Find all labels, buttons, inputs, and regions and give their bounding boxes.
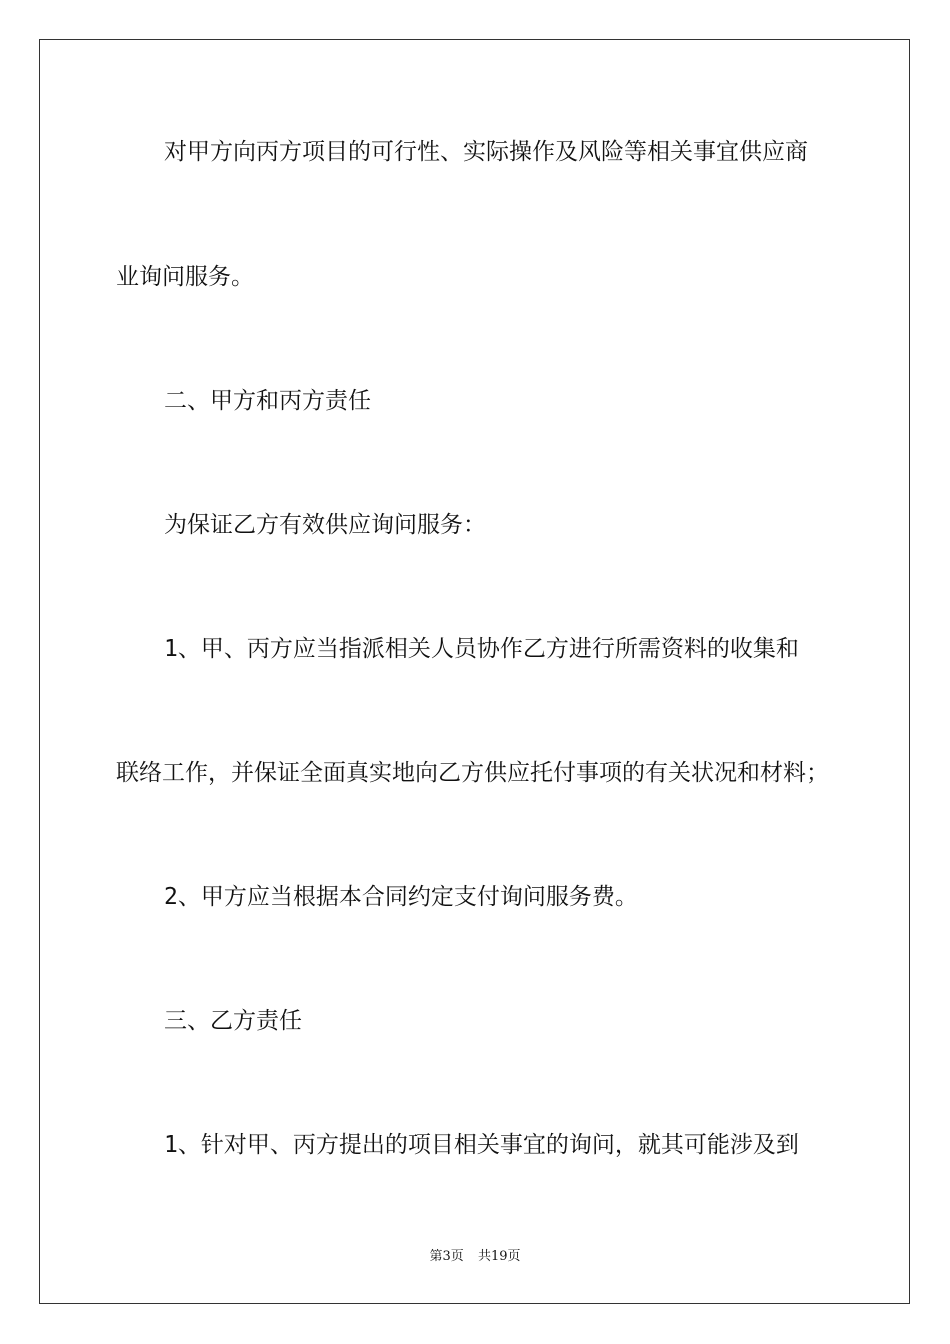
page-total: 共19页 — [477, 1249, 521, 1264]
paragraph-line: 对甲方向丙方项目的可行性、实际操作及风险等相关事宜供应商 — [164, 139, 808, 165]
page-number: 第3页 — [429, 1249, 464, 1264]
paragraph-line: 为保证乙方有效供应询问服务： — [164, 512, 486, 538]
paragraph-line: 业询问服务。 — [116, 264, 254, 290]
page-frame — [39, 39, 910, 1304]
page-footer — [0, 1248, 950, 1266]
section-heading: 三、乙方责任 — [164, 1008, 302, 1034]
paragraph-line: 2、甲方应当根据本合同约定支付询问服务费。 — [164, 884, 638, 910]
section-heading: 二、甲方和丙方责任 — [164, 388, 371, 414]
paragraph-line: 1、针对甲、丙方提出的项目相关事宜的询问，就其可能涉及到 — [164, 1132, 799, 1158]
paragraph-line: 联络工作，并保证全面真实地向乙方供应托付事项的有关状况和材料； — [116, 760, 829, 786]
paragraph-line: 1、甲、丙方应当指派相关人员协作乙方进行所需资料的收集和 — [164, 636, 799, 662]
